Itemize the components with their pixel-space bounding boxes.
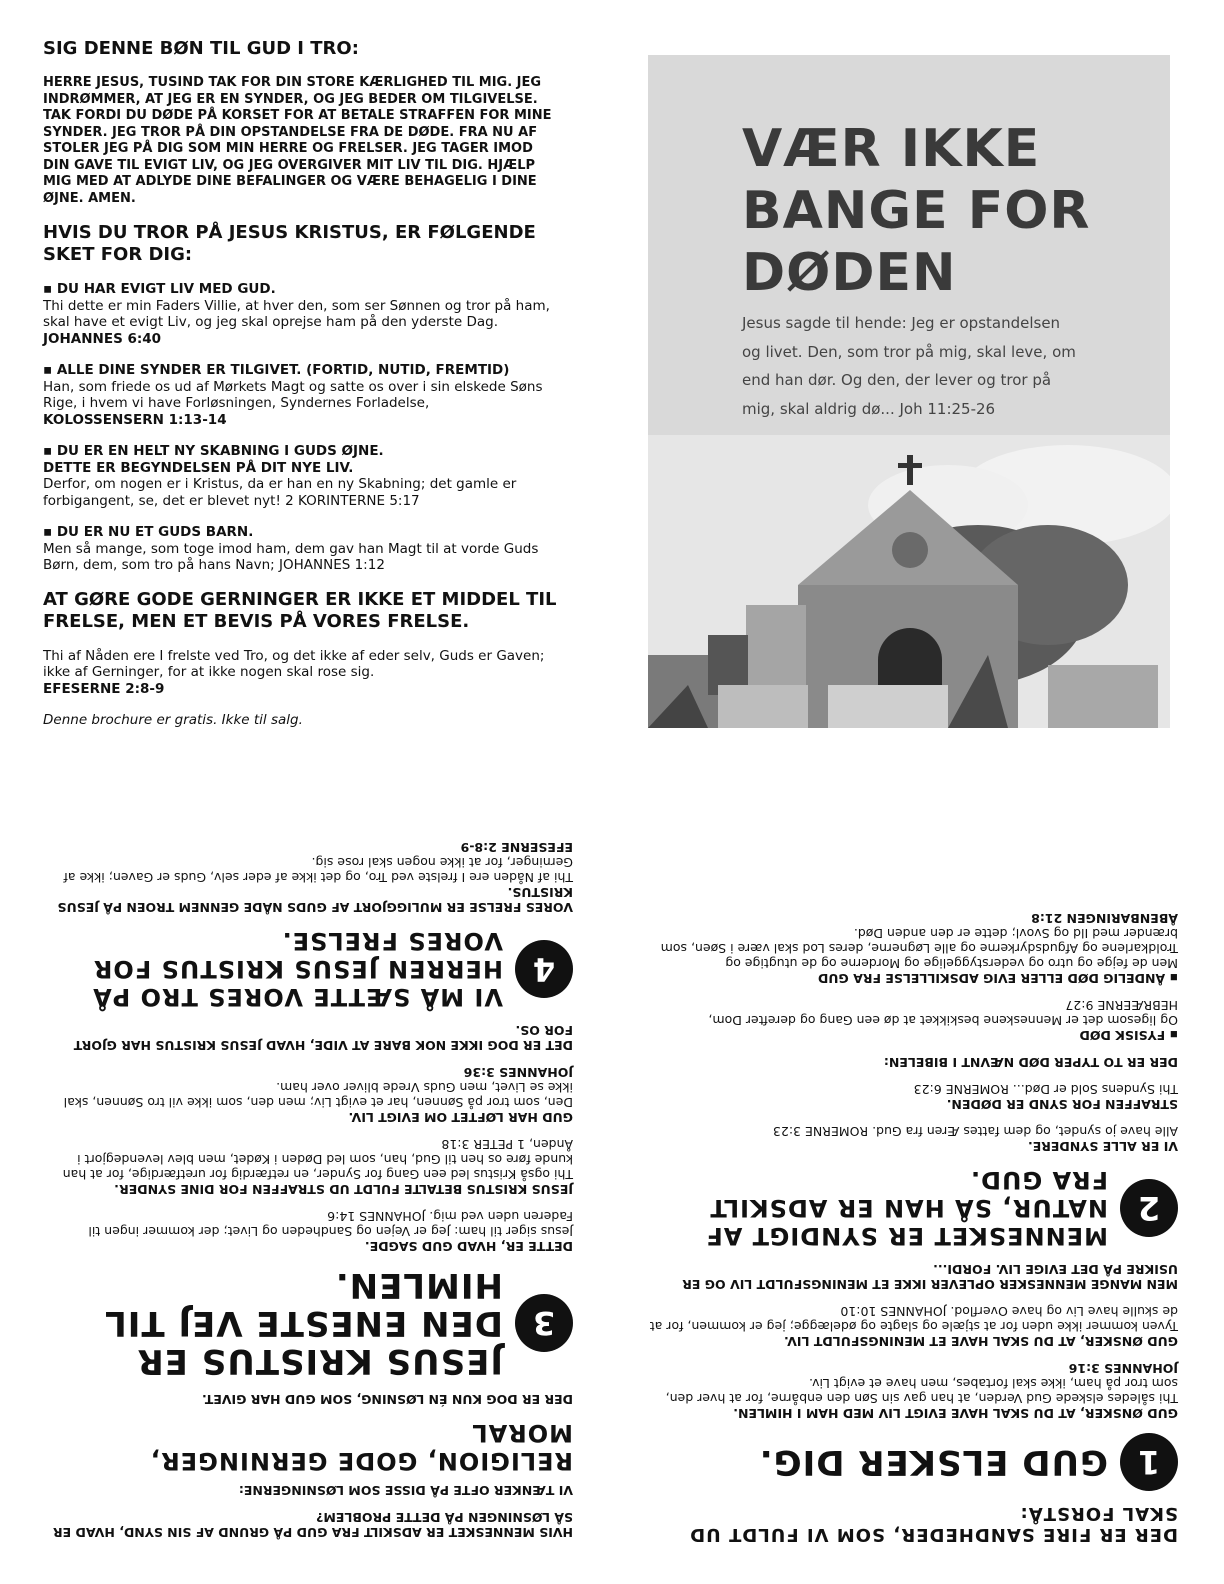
number-badge: 4 — [515, 940, 573, 998]
point-title-2: DETTE ER BEGYNDELSEN PÅ DIT NYE LIV. — [43, 459, 354, 476]
point-title: ▪ ALLE DINE SYNDER ER TILGIVET. (FORTID, NUTID, FREMTID) — [43, 362, 510, 378]
truth-3c-title: GUD HAR LØFTET OM EVIGT LIV. — [348, 1110, 573, 1125]
truth-3a-title: DETTE ER, HVAD GUD SAGDE. — [364, 1239, 573, 1254]
truth-2e-title: ▪ ÅNDELIG DØD ELLER EVIG ADSKILLELSE FRA GUD — [818, 971, 1178, 986]
truth-3a-body: Jesus siger til ham: Jeg er Vejen og Sandheden og Livet; der kommer ingen til Faderen uden ved mig. JOHANNES 14:6 — [88, 1209, 573, 1239]
point-body: Derfor, om nogen er i Kristus, da er han en ny Skabning; det gamle er forbigangent, se, det er blevet nyt! 2 KORINTERNE 5:17 — [43, 476, 517, 509]
truth-1b-body: Tyven kommer ikke uden for at stjæle og slagte og ødelægge; jeg er kommen, for at de skulle have Liv og have Overflod. JOHANNES 10:10 — [649, 1304, 1178, 1334]
cover-quote: Jesus sagde til hende: Jeg er opstandelsen og livet. Den, som tror på mig, skal leve, om end han dør. Og den, der lever og tror på mig, skal aldrig dø... Joh 11:25-26 — [742, 314, 1076, 418]
number-badge: 2 — [1120, 1179, 1178, 1237]
prayer-text: HERRE JESUS, TUSIND TAK FOR DIN STORE KÆRLIGHED TIL MIG. JEG INDRØMMER, AT JEG ER EN SYNDER, OG JEG BEDER OM TILGIVELSE. TAK FORDI DU DØDE PÅ KORSET FOR AT BETALE STRAFFEN FOR MINE SYNDER. JEG TROR PÅ DIN OPSTANDELSE FRA DE DØDE. FRA NU AF STOLER JEG PÅ DIG SOM MIN HERRE OG FRELSER. JEG TAGER IMOD DIN GAVE TIL EVIGT LIV, OG JEG OVERGIVER MIT LIV TIL DIG. HJÆLP MIG MED AT ADLYDE DINE BEFALINGER OG VÆRE BEHAGELIG I DINE ØJNE. AMEN. — [43, 75, 552, 206]
truth-4-title: VI MÅ SÆTTE VORES TRO PÅ HERREN JESUS KRISTUS FOR VORES FRELSE. — [92, 927, 503, 1011]
cover-panel — [648, 55, 1170, 728]
truth-1a-body: Thi således elskede Gud Verden, at han gav sin Søn den enbårne, for at hver den, som tror på ham, ikke skal fortabes, men have et evigt Liv. — [665, 1376, 1178, 1406]
truths-3-4-panel — [43, 840, 573, 1540]
point-ref: JOHANNES 6:40 — [43, 330, 162, 347]
point-eternal-life — [43, 281, 563, 347]
truth-1a-title: GUD ØNSKER, AT DU SKAL HAVE EVIGT LIV MED HAM I HIMLEN. — [733, 1406, 1178, 1421]
truth-2-title: MENNESKET ER SYNDIGT AF NATUR, SÅ HAN ER ADSKILT FRA GUD. — [705, 1166, 1108, 1250]
truths-1-2-panel — [648, 855, 1178, 1545]
point-title: ▪ DU ER NU ET GUDS BARN. — [43, 524, 254, 540]
truth-2e-body: Men de fejge og utro og vederstyggelige og Morderne og de utugtige og Troldkarlene og Afgudsdyrkerne og alle Løgnerne, deres Lod skal være i Søen, som brænder med Ild og Svovl; dette er den anden Død. — [660, 926, 1178, 971]
truth-2a-title: VI ER ALLE SYNDERE. — [1027, 1139, 1178, 1154]
truth-4-title-text: VORES FRELSE ER MULIGGJORT AF GUDS NÅDE GENNEM TROEN PÅ JESUS KRISTUS. — [57, 885, 573, 915]
cover-title: VÆR IKKE BANGE FOR DØDEN — [742, 119, 1091, 303]
point-title: ▪ DU HAR EVIGT LIV MED GUD. — [43, 281, 276, 297]
point-body: Men så mange, som toge imod ham, dem gav han Magt til at vorde Guds Børn, dem, som tro på hans Navn; JOHANNES 1:12 — [43, 540, 539, 573]
truth-1-title: GUD ELSKER DIG. — [758, 1442, 1108, 1482]
truth-1-heading — [648, 1433, 1178, 1491]
only-one-solution: DER ER DOG KUN ÉN LØSNING, SOM GUD HAR GIVET. — [201, 1392, 573, 1407]
number-badge: 1 — [1120, 1433, 1178, 1491]
point-new-creation — [43, 443, 563, 509]
truth-2-heading — [648, 1166, 1178, 1250]
truth-3b-title: JESUS KRISTUS BETALTE FULDT UD STRAFFEN FOR DINE SYNDER. — [114, 1182, 573, 1197]
truth-3d: DET ER DOG IKKE NOK BARE AT VIDE, HVAD JESUS KRISTUS HAR GJORT FOR OS. — [73, 1023, 573, 1053]
point-title: ▪ DU ER EN HELT NY SKABNING I GUDS ØJNE. — [43, 443, 384, 459]
point-child-of-god — [43, 524, 563, 574]
truth-2c: DER ER TO TYPER DØD NÆVNT I BIBELEN: — [883, 1055, 1178, 1070]
four-truths-intro: DER ER FIRE SANDHEDER, SOM VI FULDT UD SKAL FORSTÅ: — [689, 1503, 1178, 1545]
truth-2b-body: Thi Syndens Sold er Død... ROMERNE 6:23 — [913, 1082, 1178, 1097]
truth-4-body: Thi af Nåden ere I frelste ved Tro, og det ikke af eder selv, Guds er Gaven; ikke af Gerninger, for at ikke nogen skal rose sig. — [63, 855, 573, 885]
truth-4-ref: EFESERNE 2:8-9 — [460, 840, 573, 855]
works-ref: EFESERNE 2:8-9 — [43, 680, 165, 697]
point-body: Thi dette er min Faders Villie, at hver den, som ser Sønnen og tror på ham, skal have et evigt Liv, og jeg skal oprejse ham på den yderste Dag. — [43, 297, 550, 330]
truth-1a-ref: JOHANNES 3:16 — [1068, 1361, 1178, 1376]
truth-2d-body: Og ligesom det er Menneskene beskikket at dø een Gang og derefter Dom, HEBRÆERNE 9:27 — [708, 998, 1178, 1028]
truth-2b-title: STRAFFEN FOR SYND ER DØDEN. — [946, 1097, 1178, 1112]
truth-1c: MEN MANGE MENNESKER OPLEVER IKKE ET MENINGSFULDT LIV OG ER USIKRE PÅ DET EVIGE LIV. FORDI... — [682, 1262, 1178, 1292]
truth-2e-ref: ÅBENBARINGEN 21:8 — [1031, 911, 1178, 926]
truth-3c-body: Den, som tror på Sønnen, har et evigt Liv; men den, som ikke vil tro Sønnen, skal ikke se Livet, men Guds Vrede bliver over ham. — [63, 1080, 573, 1110]
free-note: Denne brochure er gratis. Ikke til salg. — [43, 712, 303, 728]
truth-3c-ref: JOHANNES 3:36 — [463, 1065, 573, 1080]
truth-3-heading — [43, 1266, 573, 1380]
works-heading: AT GØRE GODE GERNINGER ER IKKE ET MIDDEL TIL FRELSE, MEN ET BEVIS PÅ VORES FRELSE. — [43, 588, 557, 632]
works-text: Thi af Nåden ere I frelste ved Tro, og det ikke af eder selv, Guds er Gaven; ikke af Gerninger, for at ikke nogen skal rose sig. — [43, 647, 545, 680]
solutions-list: RELIGION, GODE GERNINGER, MORAL — [149, 1419, 573, 1475]
intro-solutions-label: VI TÆNKER OFTE PÅ DISSE SOM LØSNINGERNE: — [238, 1483, 573, 1498]
prayer-panel — [43, 38, 563, 729]
point-forgiven — [43, 362, 563, 428]
cemetery-chapel-image — [648, 435, 1170, 728]
prayer-heading: SIG DENNE BØN TIL GUD I TRO: — [43, 38, 359, 59]
truth-3b-body: Thi også Kristus led een Gang for Synder, en retfærdig for uretfærdige, for at han kunde føre os hen til Gud, han, som led Døden i Kødet, men blev levendegjort i Ånden, 1 PETER 3:18 — [62, 1137, 573, 1182]
truth-2d-title: ▪ FYSISK DØD — [1079, 1028, 1178, 1043]
truth-2a-body: Alle have jo syndet, og dem fattes Æren fra Gud. ROMERNE 3:23 — [772, 1124, 1178, 1139]
point-ref: KOLOSSENSERN 1:13-14 — [43, 411, 227, 428]
truth-3-title: JESUS KRISTUS ER DEN ENESTE VEJ TIL HIMLEN. — [104, 1265, 503, 1381]
number-badge: 3 — [515, 1294, 573, 1352]
truth-4-heading — [43, 927, 573, 1011]
intro-question: HVIS MENNESKET ER ADSKILT FRA GUD PÅ GRUND AF SIN SYND, HVAD ER SÅ LØSNINGEN PÅ DETTE PROBLEM? — [53, 1510, 573, 1540]
believe-heading: HVIS DU TROR PÅ JESUS KRISTUS, ER FØLGENDE SKET FOR DIG: — [43, 222, 536, 265]
point-body: Han, som friede os ud af Mørkets Magt og satte os over i sin elskede Søns Rige, i hvem vi have Forløsningen, Syndernes Forladelse, — [43, 378, 543, 411]
truth-1b-title: GUD ØNSKER, AT DU SKAL HAVE ET MENINGSFULDT LIV. — [784, 1334, 1178, 1349]
